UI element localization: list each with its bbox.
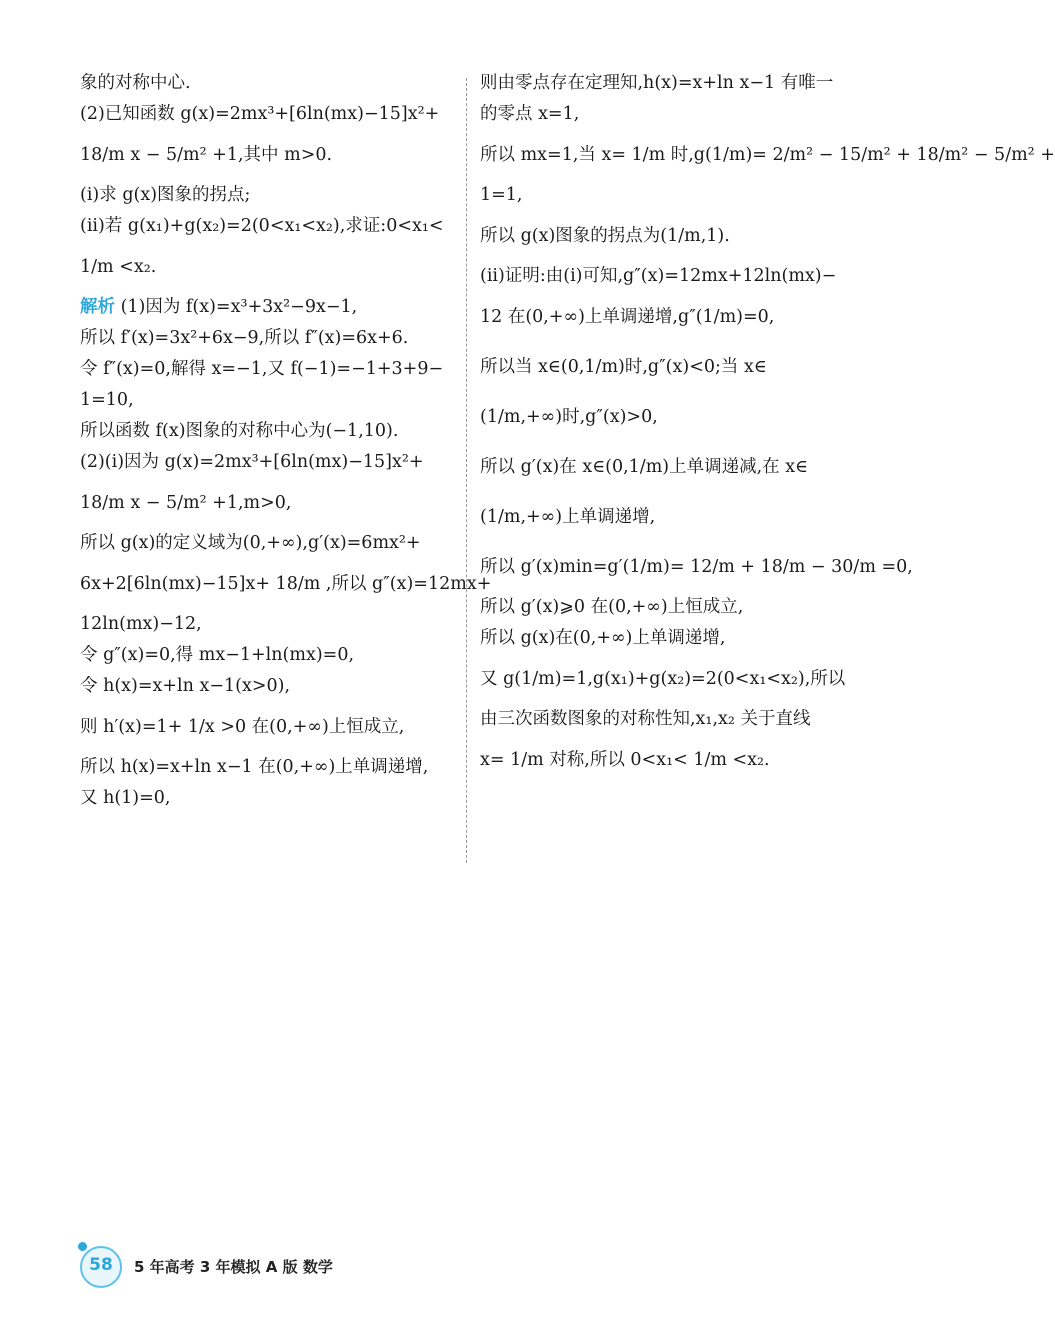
text-line: 所以 g′(x)在 x∈(0,1/m)上单调递减,在 x∈ — [480, 457, 809, 477]
text-line: 18/m x − 5/m² +1,其中 m>0. — [80, 145, 333, 165]
text-line: 所以当 x∈(0,1/m)时,g″(x)<0;当 x∈ — [480, 357, 767, 377]
solution-first-line — [80, 292, 452, 323]
dot-icon — [78, 1242, 87, 1251]
column-divider — [466, 78, 467, 863]
text-line: 所以 g(x)图象的拐点为(1/m,1). — [480, 226, 730, 246]
text-line: 所以 g(x)在(0,+∞)上单调递增, — [480, 628, 726, 648]
text-line: 1/m <x₂. — [80, 257, 157, 277]
text-line: (ii)若 g(x₁)+g(x₂)=2(0<x₁<x₂),求证:0<x₁< — [80, 216, 444, 236]
text-line: (2)(i)因为 g(x)=2mx³+[6ln(mx)−15]x²+ — [80, 452, 424, 472]
left-column — [80, 68, 492, 814]
text-line: 所以 g(x)的定义域为(0,+∞),g′(x)=6mx²+ — [80, 533, 421, 553]
text-line: 12 在(0,+∞)上单调递增,g″(1/m)=0, — [480, 307, 775, 327]
text-line: (ii)证明:由(i)可知,g″(x)=12mx+12ln(mx)− — [480, 266, 837, 286]
text-line: (1/m,+∞)上单调递增, — [480, 507, 656, 527]
text-line: (2)已知函数 g(x)=2mx³+[6ln(mx)−15]x²+ — [80, 104, 440, 124]
text-line: 18/m x − 5/m² +1,m>0, — [80, 493, 292, 513]
text-line: 1=10, — [80, 390, 134, 410]
text-line: 的零点 x=1, — [480, 104, 580, 124]
book-title: 5 年高考 3 年模拟 A 版 数学 — [134, 1258, 333, 1276]
text-line: x= 1/m 对称,所以 0<x₁< 1/m <x₂. — [480, 750, 770, 770]
text-line: 则 h′(x)=1+ 1/x >0 在(0,+∞)上恒成立, — [80, 717, 405, 737]
text-line: 6x+2[6ln(mx)−15]x+ 18/m ,所以 g″(x)=12mx+ — [80, 574, 492, 594]
text-line: 12ln(mx)−12, — [80, 614, 202, 634]
text-line: 所以 mx=1,当 x= 1/m 时,g(1/m)= 2/m² − 15/m² + 18/m² − 5/m² + — [480, 145, 1055, 165]
text-line: 则由零点存在定理知,h(x)=x+ln x−1 有唯一 — [480, 73, 834, 93]
text-line: 由三次函数图象的对称性知,x₁,x₂ 关于直线 — [480, 709, 811, 729]
text-line: 又 g(1/m)=1,g(x₁)+g(x₂)=2(0<x₁<x₂),所以 — [480, 669, 846, 689]
text-line: 所以 g′(x)⩾0 在(0,+∞)上恒成立, — [480, 597, 744, 617]
text-line: 象的对称中心. — [80, 73, 191, 93]
page-footer — [76, 1242, 676, 1290]
text-line: 所以 f′(x)=3x²+6x−9,所以 f″(x)=6x+6. — [80, 328, 409, 348]
page-number: 58 — [89, 1255, 113, 1275]
solution-label: 解析 — [80, 297, 115, 317]
text-line: 又 h(1)=0, — [80, 788, 171, 808]
text-line: (1)因为 f(x)=x³+3x²−9x−1, — [120, 297, 358, 317]
text-line: 1=1, — [480, 185, 523, 205]
right-column — [480, 68, 1055, 785]
text-line: 令 f″(x)=0,解得 x=−1,又 f(−1)=−1+3+9− — [80, 359, 444, 379]
text-line: 令 g″(x)=0,得 mx−1+ln(mx)=0, — [80, 645, 355, 665]
text-line: 所以 h(x)=x+ln x−1 在(0,+∞)上单调递增, — [80, 757, 429, 777]
text-line: (1/m,+∞)时,g″(x)>0, — [480, 407, 658, 427]
text-line: 所以 g′(x)min=g′(1/m)= 12/m + 18/m − 30/m =0, — [480, 557, 913, 577]
text-line: 令 h(x)=x+ln x−1(x>0), — [80, 676, 291, 696]
text-line: (i)求 g(x)图象的拐点; — [80, 185, 251, 205]
text-line: 所以函数 f(x)图象的对称中心为(−1,10). — [80, 421, 399, 441]
